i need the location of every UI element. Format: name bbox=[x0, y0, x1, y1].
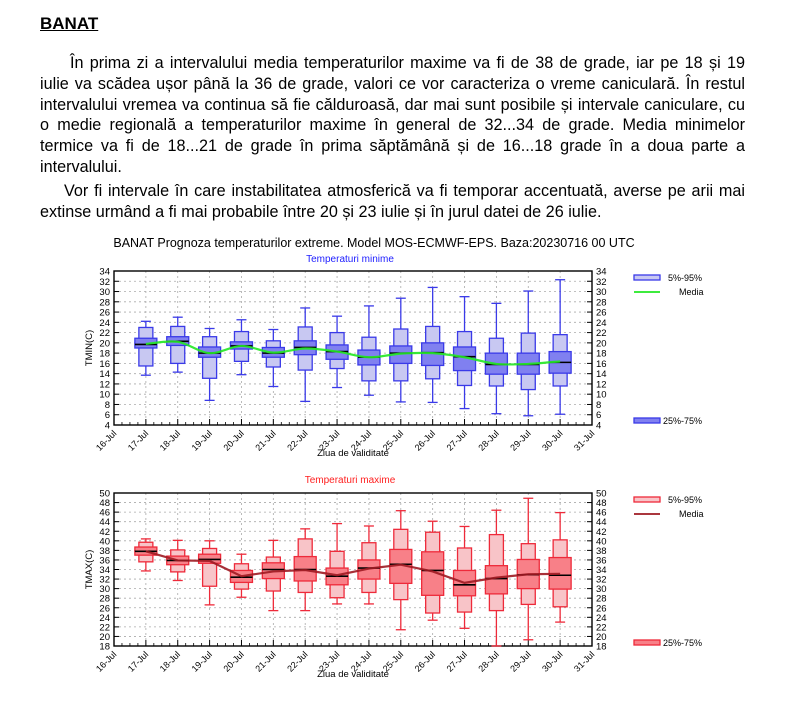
chart-subtitle: Temperaturi minime bbox=[306, 254, 394, 265]
y-tick-label-right: 34 bbox=[596, 266, 607, 278]
y-tick-label-left: 46 bbox=[99, 507, 110, 519]
y-tick-label-left: 38 bbox=[99, 545, 110, 557]
y-tick-label-right: 30 bbox=[596, 287, 607, 299]
y-tick-label-right: 32 bbox=[596, 574, 607, 586]
y-tick-label-right: 18 bbox=[596, 348, 607, 360]
box-21-Jul bbox=[262, 540, 284, 610]
y-tick-label-right: 36 bbox=[596, 555, 607, 567]
y-tick-label-left: 14 bbox=[99, 369, 110, 381]
legend-swatch-25-75 bbox=[634, 418, 660, 423]
x-tick-label: 22-Jul bbox=[285, 649, 310, 674]
legend-label-5-95: 5%-95% bbox=[668, 273, 703, 283]
x-tick-label: 17-Jul bbox=[125, 649, 151, 674]
y-tick-label-right: 8 bbox=[596, 399, 602, 411]
x-tick-label: 26-Jul bbox=[412, 649, 438, 674]
y-tick-label-left: 24 bbox=[99, 317, 110, 329]
x-tick-label: 30-Jul bbox=[540, 649, 565, 674]
x-tick-label: 21-Jul bbox=[253, 649, 278, 674]
x-tick-label: 31-Jul bbox=[572, 649, 597, 674]
y-tick-label-right: 26 bbox=[596, 307, 607, 319]
box-29-Jul bbox=[517, 498, 539, 640]
box-17-Jul bbox=[135, 321, 157, 375]
y-tick-label-left: 32 bbox=[99, 276, 110, 288]
y-tick-label-left: 8 bbox=[104, 399, 110, 411]
y-tick-label-left: 26 bbox=[99, 307, 110, 319]
legend-label-5-95: 5%-95% bbox=[668, 495, 703, 505]
legend-label-25-75: 25%-75% bbox=[663, 416, 703, 426]
x-tick-label: 26-Jul bbox=[412, 428, 438, 453]
y-tick-label-left: 44 bbox=[99, 517, 110, 529]
box-30-Jul bbox=[549, 513, 571, 622]
legend-label-media: Media bbox=[679, 509, 704, 519]
y-tick-label-left: 18 bbox=[99, 641, 110, 653]
y-tick-label-left: 50 bbox=[99, 488, 110, 500]
legend-label-25-75: 25%-75% bbox=[663, 638, 703, 648]
y-tick-label-right: 26 bbox=[596, 603, 607, 615]
legend-swatch-5-95 bbox=[634, 275, 660, 280]
y-tick-label-right: 12 bbox=[596, 379, 607, 391]
y-tick-label-left: 42 bbox=[99, 526, 110, 538]
y-tick-label-right: 16 bbox=[596, 358, 607, 370]
y-tick-label-left: 4 bbox=[104, 420, 110, 432]
x-tick-label: 19-Jul bbox=[189, 649, 215, 674]
y-tick-label-right: 38 bbox=[596, 545, 607, 557]
y-tick-label-left: 22 bbox=[99, 328, 110, 340]
chart-subtitle: Temperaturi maxime bbox=[304, 475, 396, 486]
y-tick-label-right: 28 bbox=[596, 593, 607, 605]
box-19-Jul bbox=[199, 541, 221, 605]
y-tick-label-right: 4 bbox=[596, 420, 602, 432]
box-25-Jul bbox=[390, 511, 412, 630]
y-tick-label-left: 26 bbox=[99, 603, 110, 615]
y-tick-label-left: 34 bbox=[99, 266, 110, 278]
x-tick-label: 17-Jul bbox=[125, 428, 151, 453]
box-24-Jul bbox=[358, 306, 380, 395]
x-tick-label: 25-Jul bbox=[380, 649, 406, 674]
y-tick-label-right: 48 bbox=[596, 498, 607, 510]
box-22-Jul bbox=[294, 308, 316, 401]
y-tick-label-right: 20 bbox=[596, 338, 607, 350]
plot-frame bbox=[114, 271, 592, 425]
x-tick-label: 25-Jul bbox=[380, 428, 406, 453]
box-25-Jul bbox=[390, 298, 412, 402]
x-tick-label: 27-Jul bbox=[444, 428, 469, 453]
x-tick-label: 29-Jul bbox=[508, 428, 533, 453]
y-tick-label-left: 28 bbox=[99, 593, 110, 605]
y-tick-label-right: 44 bbox=[596, 517, 607, 529]
y-tick-label-right: 40 bbox=[596, 536, 607, 548]
y-tick-label-left: 32 bbox=[99, 574, 110, 586]
y-tick-label-right: 32 bbox=[596, 276, 607, 288]
y-tick-label-left: 12 bbox=[99, 379, 110, 391]
box-23-Jul bbox=[326, 524, 348, 604]
forecast-paragraph-instability: Vor fi intervale în care instabilitatea atmosferică va fi temporar accentuată, averse pe arii mai extinse urmând a fi mai probabile între 20 și 23 iulie și în jurul datei de 26 iulie. bbox=[40, 182, 745, 221]
box-17-Jul bbox=[135, 539, 157, 571]
y-tick-label-left: 22 bbox=[99, 622, 110, 634]
y-tick-label-left: 48 bbox=[99, 498, 110, 510]
x-tick-label: 28-Jul bbox=[476, 649, 501, 674]
x-tick-label: 21-Jul bbox=[253, 428, 278, 453]
x-tick-label: 18-Jul bbox=[157, 649, 183, 674]
tmax-boxplot-chart bbox=[84, 475, 704, 680]
box-29-Jul bbox=[517, 291, 539, 416]
x-tick-label: 20-Jul bbox=[221, 649, 246, 674]
region-heading: BANAT bbox=[40, 14, 99, 33]
box-24-Jul bbox=[358, 526, 380, 604]
x-tick-label: 20-Jul bbox=[221, 428, 246, 453]
x-axis-label: Ziua de validitate bbox=[317, 669, 389, 680]
y-tick-label-left: 30 bbox=[99, 287, 110, 299]
figure-title: BANAT Prognoza temperaturilor extreme. Model MOS-ECMWF-EPS. Baza:20230716 00 UTC bbox=[113, 236, 635, 250]
y-tick-label-left: 30 bbox=[99, 584, 110, 596]
box-26-Jul bbox=[422, 287, 444, 402]
box-30-Jul bbox=[549, 280, 571, 414]
x-tick-label: 22-Jul bbox=[285, 428, 310, 453]
box-27-Jul bbox=[454, 526, 476, 628]
x-tick-label: 16-Jul bbox=[94, 428, 119, 453]
y-tick-label-right: 28 bbox=[596, 297, 607, 309]
box-19-Jul bbox=[199, 328, 221, 400]
y-tick-label-right: 20 bbox=[596, 631, 607, 643]
y-tick-label-left: 10 bbox=[99, 389, 110, 401]
box-27-Jul bbox=[454, 297, 476, 409]
y-tick-label-right: 34 bbox=[596, 565, 607, 576]
y-tick-label-right: 24 bbox=[596, 317, 607, 329]
y-axis-label: TMAX(C) bbox=[84, 549, 95, 590]
y-tick-label-right: 50 bbox=[596, 488, 607, 500]
y-tick-label-left: 24 bbox=[99, 612, 110, 624]
x-tick-label: 30-Jul bbox=[540, 428, 565, 453]
x-tick-label: 24-Jul bbox=[348, 428, 374, 453]
tmin-boxplot-chart bbox=[84, 254, 704, 459]
y-tick-label-left: 16 bbox=[99, 358, 110, 370]
box-21-Jul bbox=[262, 330, 284, 387]
legend-swatch-5-95 bbox=[634, 497, 660, 502]
y-tick-label-left: 20 bbox=[99, 631, 110, 643]
y-tick-label-right: 46 bbox=[596, 507, 607, 519]
y-tick-label-right: 24 bbox=[596, 612, 607, 624]
legend-label-media: Media bbox=[679, 287, 704, 297]
x-tick-label: 16-Jul bbox=[94, 649, 119, 674]
y-tick-label-right: 10 bbox=[596, 389, 607, 401]
y-tick-label-left: 36 bbox=[99, 555, 110, 567]
y-tick-label-left: 6 bbox=[104, 410, 110, 422]
x-axis-label: Ziua de validitate bbox=[317, 448, 389, 459]
x-tick-label: 23-Jul bbox=[317, 428, 342, 453]
y-tick-label-right: 30 bbox=[596, 584, 607, 596]
y-tick-label-right: 14 bbox=[596, 369, 607, 381]
x-tick-label: 27-Jul bbox=[444, 649, 469, 674]
box-28-Jul bbox=[485, 303, 507, 413]
y-tick-label-left: 28 bbox=[99, 297, 110, 309]
y-tick-label-left: 18 bbox=[99, 348, 110, 360]
y-tick-label-left: 34 bbox=[99, 565, 110, 576]
y-tick-label-right: 42 bbox=[596, 526, 607, 538]
y-tick-label-left: 20 bbox=[99, 338, 110, 350]
y-axis-label: TMIN(C) bbox=[84, 329, 95, 367]
x-tick-label: 23-Jul bbox=[317, 649, 342, 674]
y-tick-label-left: 40 bbox=[99, 536, 110, 548]
x-tick-label: 24-Jul bbox=[348, 649, 374, 674]
y-tick-label-right: 6 bbox=[596, 410, 602, 422]
x-tick-label: 29-Jul bbox=[508, 649, 533, 674]
x-tick-label: 31-Jul bbox=[572, 428, 597, 453]
y-tick-label-right: 18 bbox=[596, 641, 607, 653]
forecast-paragraph-temperatures: În prima zi a intervalului media temperaturilor maxime va fi de 38 de grade, iar pe 18 și 19 iulie va scădea ușor până la 36 de grade, valori ce vor caracteriza o vreme caniculară. În restul intervalului vremea va continua să fie călduroasă, dar mai sunt posibile și intervale caniculare, cu o medie regională a temperaturilor maxime în general de 32...34 de grade. Media minimelor termice va fi de 18...21 de grade în prima săptămână și de 16...18 grade în a doua parte a intervalului. bbox=[40, 54, 745, 176]
x-tick-label: 19-Jul bbox=[189, 428, 215, 453]
x-tick-label: 28-Jul bbox=[476, 428, 501, 453]
legend-swatch-25-75 bbox=[634, 640, 660, 645]
y-tick-label-right: 22 bbox=[596, 328, 607, 340]
y-tick-label-right: 22 bbox=[596, 622, 607, 634]
x-tick-label: 18-Jul bbox=[157, 428, 183, 453]
